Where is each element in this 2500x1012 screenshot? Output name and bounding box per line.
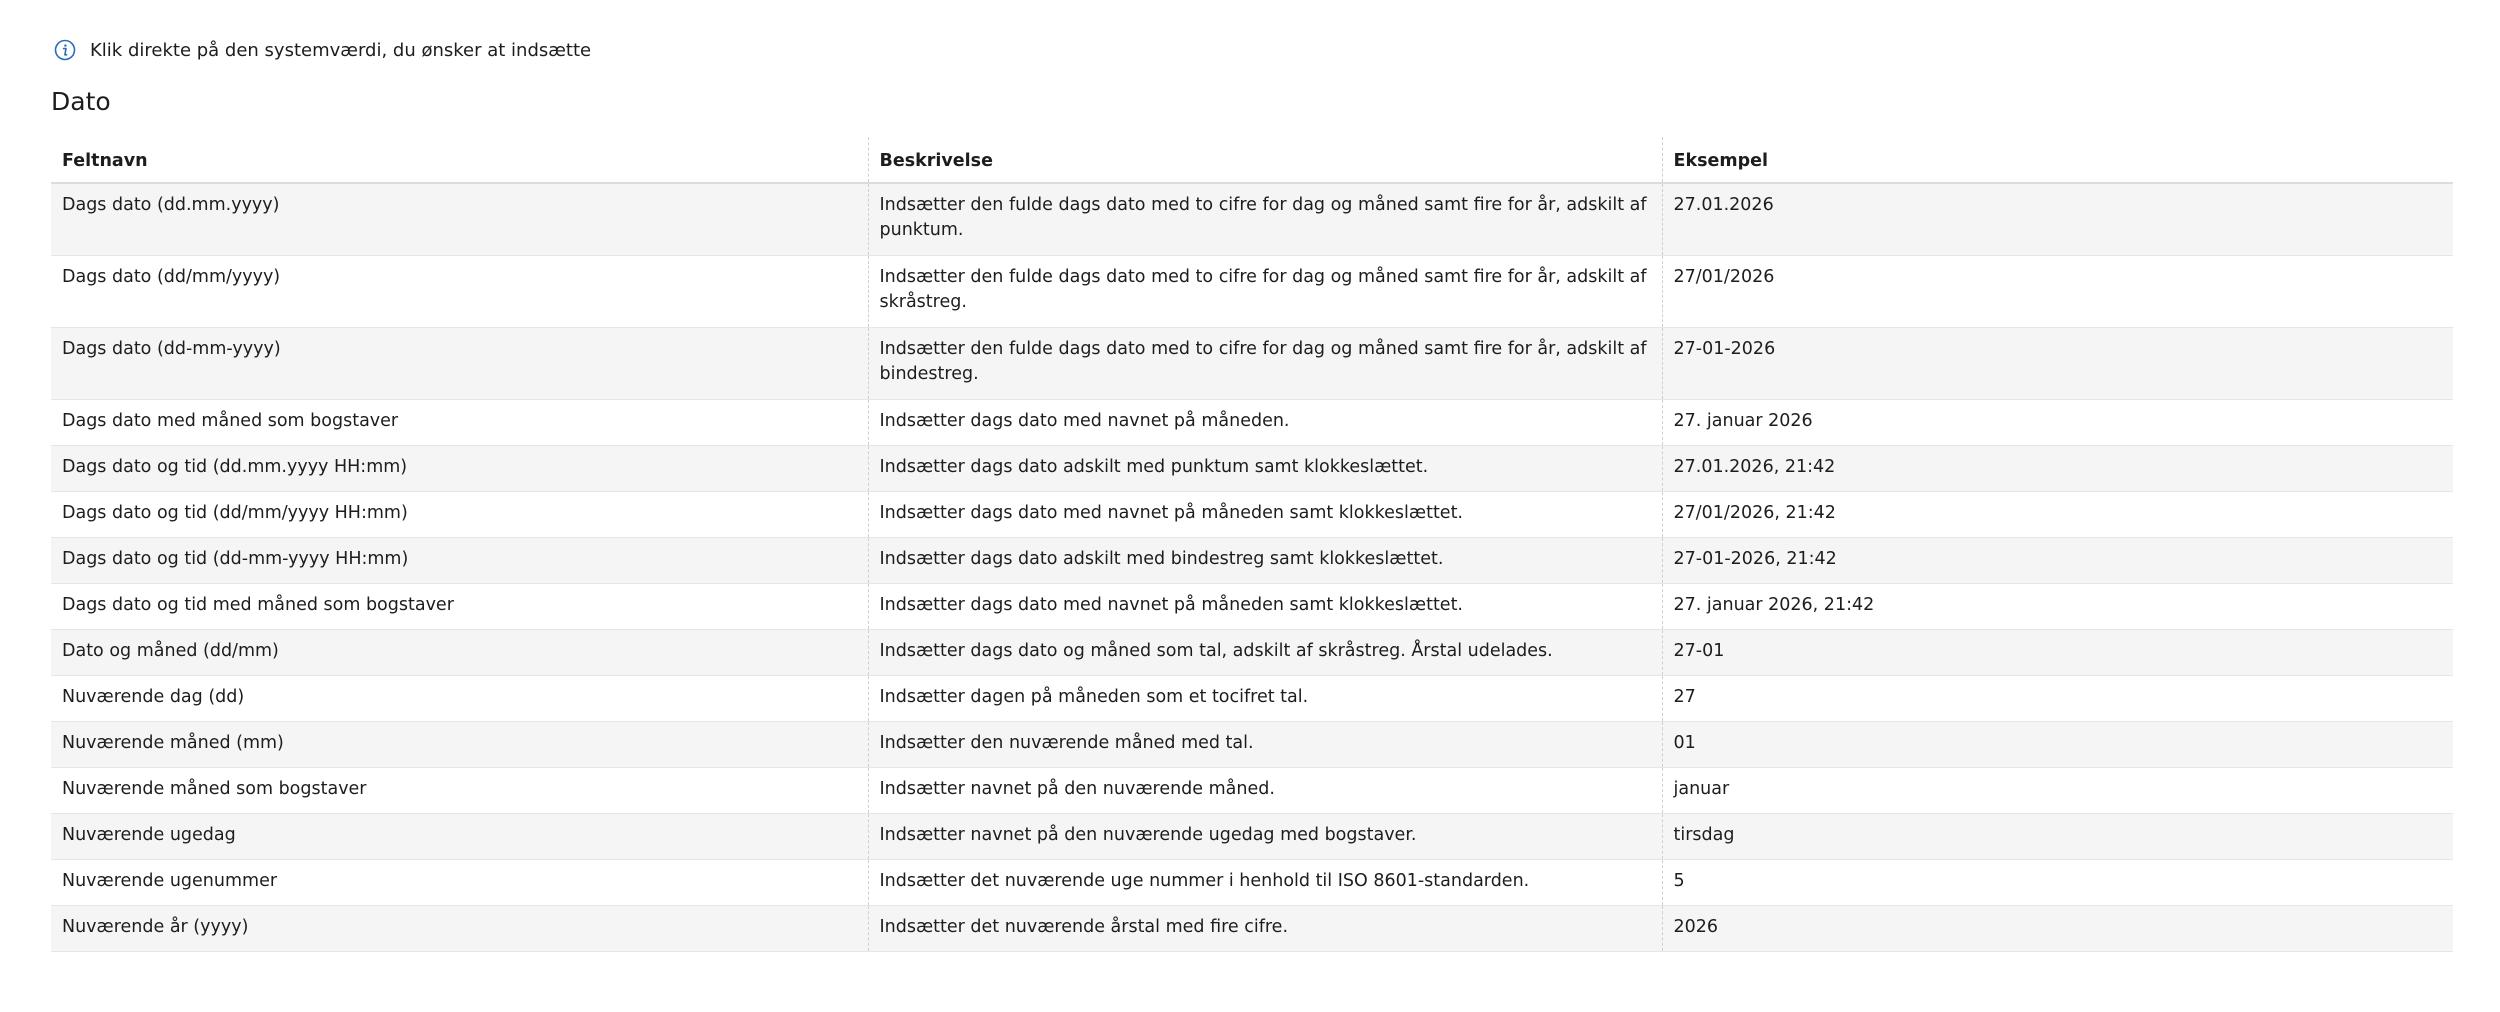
table-row[interactable] [51,327,2453,399]
cell-description: Indsætter den fulde dags dato med to cifre for dag og måned samt fire for år, adskilt af skråstreg. [868,255,1662,327]
info-icon [54,39,76,61]
table-row[interactable] [51,255,2453,327]
section-title: Dato [51,87,111,116]
cell-example: 27/01/2026 [1662,255,2453,327]
cell-example: 01 [1662,721,2453,767]
header-description: Beskrivelse [868,137,1662,183]
table-row[interactable] [51,491,2453,537]
cell-field-name: Dags dato og tid med måned som bogstaver [51,583,868,629]
cell-example: tirsdag [1662,813,2453,859]
cell-example: 27/01/2026, 21:42 [1662,491,2453,537]
table-row[interactable] [51,767,2453,813]
cell-field-name: Nuværende ugenummer [51,859,868,905]
cell-example: 27-01-2026, 21:42 [1662,537,2453,583]
header-field-name: Feltnavn [51,137,868,183]
cell-example: 2026 [1662,905,2453,951]
info-bar [54,36,591,64]
cell-description: Indsætter den nuværende måned med tal. [868,721,1662,767]
cell-field-name: Nuværende dag (dd) [51,675,868,721]
cell-description: Indsætter det nuværende årstal med fire cifre. [868,905,1662,951]
cell-field-name: Nuværende måned som bogstaver [51,767,868,813]
table-row[interactable] [51,183,2453,255]
cell-field-name: Dato og måned (dd/mm) [51,629,868,675]
cell-description: Indsætter det nuværende uge nummer i henhold til ISO 8601-standarden. [868,859,1662,905]
cell-description: Indsætter dags dato adskilt med punktum samt klokkeslættet. [868,445,1662,491]
info-text: Klik direkte på den systemværdi, du ønsker at indsætte [90,39,592,61]
cell-description: Indsætter dags dato med navnet på måneden. [868,399,1662,445]
cell-description: Indsætter navnet på den nuværende ugedag med bogstaver. [868,813,1662,859]
cell-field-name: Dags dato og tid (dd-mm-yyyy HH:mm) [51,537,868,583]
cell-description: Indsætter den fulde dags dato med to cifre for dag og måned samt fire for år, adskilt af punktum. [868,183,1662,255]
cell-example: januar [1662,767,2453,813]
cell-field-name: Dags dato og tid (dd.mm.yyyy HH:mm) [51,445,868,491]
table-row[interactable] [51,583,2453,629]
table-row[interactable] [51,721,2453,767]
cell-field-name: Dags dato (dd/mm/yyyy) [51,255,868,327]
cell-field-name: Dags dato (dd-mm-yyyy) [51,327,868,399]
cell-example: 5 [1662,859,2453,905]
cell-field-name: Nuværende måned (mm) [51,721,868,767]
system-values-table [51,137,2453,952]
cell-field-name: Nuværende ugedag [51,813,868,859]
cell-example: 27-01 [1662,629,2453,675]
cell-description: Indsætter dags dato med navnet på måneden samt klokkeslættet. [868,583,1662,629]
cell-field-name: Nuværende år (yyyy) [51,905,868,951]
table-row[interactable] [51,813,2453,859]
table-row[interactable] [51,905,2453,951]
cell-example: 27-01-2026 [1662,327,2453,399]
header-example: Eksempel [1662,137,2453,183]
table-row[interactable] [51,629,2453,675]
cell-example: 27.01.2026 [1662,183,2453,255]
table-row[interactable] [51,445,2453,491]
cell-example: 27. januar 2026, 21:42 [1662,583,2453,629]
table-row[interactable] [51,859,2453,905]
table-header-row [51,137,2453,183]
cell-example: 27. januar 2026 [1662,399,2453,445]
cell-field-name: Dags dato med måned som bogstaver [51,399,868,445]
cell-description: Indsætter den fulde dags dato med to cifre for dag og måned samt fire for år, adskilt af bindestreg. [868,327,1662,399]
cell-field-name: Dags dato og tid (dd/mm/yyyy HH:mm) [51,491,868,537]
cell-description: Indsætter dags dato og måned som tal, adskilt af skråstreg. Årstal udelades. [868,629,1662,675]
cell-example: 27.01.2026, 21:42 [1662,445,2453,491]
table-row[interactable] [51,675,2453,721]
table-row[interactable] [51,537,2453,583]
cell-description: Indsætter navnet på den nuværende måned. [868,767,1662,813]
cell-description: Indsætter dags dato med navnet på måneden samt klokkeslættet. [868,491,1662,537]
cell-field-name: Dags dato (dd.mm.yyyy) [51,183,868,255]
cell-description: Indsætter dagen på måneden som et tocifret tal. [868,675,1662,721]
cell-description: Indsætter dags dato adskilt med bindestreg samt klokkeslættet. [868,537,1662,583]
cell-example: 27 [1662,675,2453,721]
table-row[interactable] [51,399,2453,445]
